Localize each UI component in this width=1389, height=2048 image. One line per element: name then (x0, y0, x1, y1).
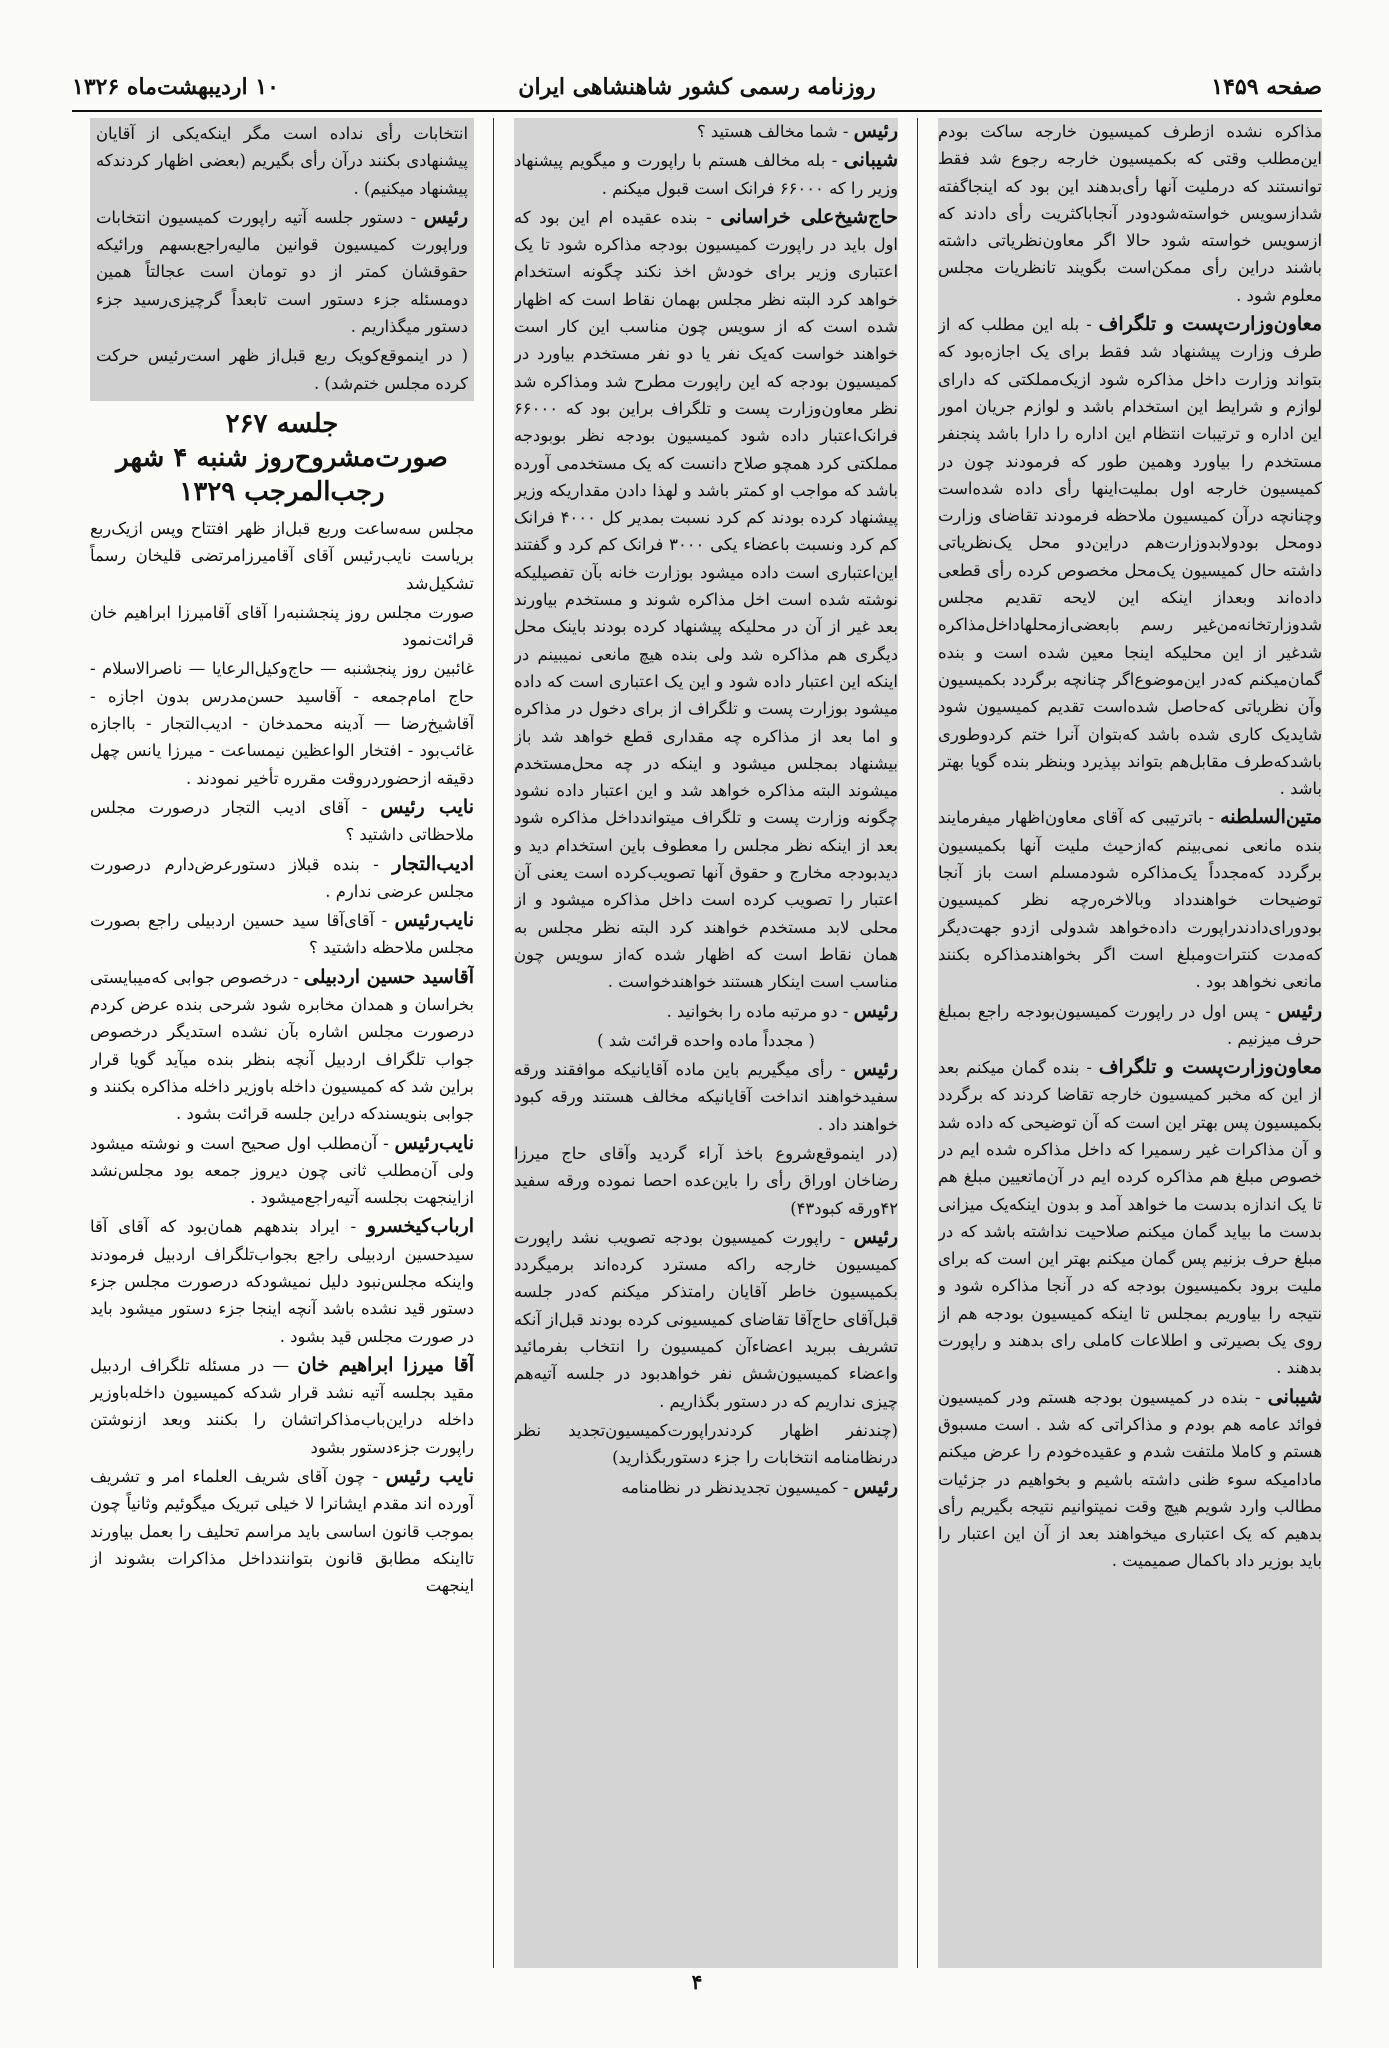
note: ( در اینموقع‌کویک ربع قبل‌از ظهر است‌رئیس حرکت کرده مجلس ختم‌شد) . (96, 346, 468, 393)
paragraph: مجلس سه‌ساعت وربع قبل‌از ظهر افتتاح وپس ازیک‌ربع بریاست نایب‌رئیس آقای آقامیرزامرتضی قلیخان رسماً تشکیل‌شد (90, 518, 474, 593)
speech (514, 998, 898, 1025)
speech-text: - پس اول در راپورت کمیسیون‌بودجه راجع بمبلغ حرف میزنیم . (938, 1001, 1322, 1048)
speech (938, 804, 1322, 995)
speech-text: - بله این مطلب که از طرف وزارت پیشنهاد شد فقط برای یک اجازه‌بود که بتواند وزارت داخل مذاکره شود ازیک‌مملکتی که دارای لوازم و شرایط این استخدام باشد و لوازم جریان امور این اداره و ترتیبات انتظام این اداره را دارا باشد پنجنفر مستخدم را بیاورد وهمین طور که فرمودند چون در کمیسیون خارجه اول بملیت‌اینها رأی داده شده‌است وچنانچه درآن کمیسیون ملاحظه فرمودند تقاضای وزارت دومحل بودولابدوزارت‌هم دراین‌دو محل یک‌نظریاتی داشته حال کمیسیون یک‌محل مخصوص کرده رأی قطعی داده‌اند وبعداز اینکه این لایحه تقدیم مجلس شدوزارتخانه‌من‌غیر رسم بابعضی‌ازمحلهاداخل‌مذاکره شدغیر از این محلیکه اینجا معین شده است و بنده گمان‌میکنم که‌در این‌موضوع‌اگر چنانچه برگردد بکمیسیون وآن نظریاتی که‌حاصل شده‌است تقدیم کمیسیون شود شایدیک کاری شده باشد که‌بتوان آنرا ختم کردوطوری باشدکه‌طرف مقابل‌هم بتواند بپذیرد وبنظر بنده گویا بهتر باشد . (938, 315, 1322, 799)
speaker-name: نایب‌رئیس (394, 909, 474, 932)
speech (90, 851, 474, 906)
shaded-section (90, 118, 474, 401)
speech (938, 1054, 1322, 1382)
speech (514, 1474, 898, 1501)
speech-text: - آقای ادیب التجار درصورت مجلس ملاحظاتی داشتید ؟ (90, 797, 474, 845)
speech-text: - دستور جلسه آتیه راپورت کمیسیون انتخابات وراپورت کمیسیون قوانین مالیه‌راجع‌بسهم ورائیکه حقوقشان کمتر از دو تومان است عجالتاً همین دومسئله جزء دستور است تابعداً گرچیزی‌رسید جزء دستور میگذاریم . (96, 207, 468, 337)
header-date: ۱۰ اردیبهشت‌ماه ۱۳۲۶ (72, 74, 279, 100)
speaker-name: شیبانی (1267, 1385, 1322, 1408)
speaker-name: متین‌السلطنه (1220, 806, 1322, 829)
speaker-name: رئیس (853, 1475, 898, 1498)
column-divider (493, 118, 494, 1968)
speech-text: - بله مخالف هستم با راپورت و میگویم پیشنهاد وزیر را که ۶۶۰۰۰ فرانک است قبول میکنم . (514, 151, 898, 198)
speech (90, 1130, 474, 1212)
speaker-name: رئیس (853, 1225, 898, 1248)
speech (514, 147, 898, 202)
session-subtitle: صورت‌مشروح‌روز شنبه ۴ شهر (116, 442, 448, 473)
speaker-name: نایب رئیس (385, 1465, 474, 1488)
speech-text: - آقای‌آقا سید حسین اردبیلی راجع بصورت مجلس ملاحظه داشتید ؟ (90, 911, 474, 958)
paragraph: غائبین روز پنجشنبه — حاج‌وکیل‌الرعایا — ناصرالاسلام - حاج امام‌جمعه - آقاسید حسن‌مدرس بدون اجازه - آقاشیخ‌رضا — آدینه محمدخان - ادیب‌التجار - بااجازه غائب‌بود - افتخار الواعظین نیمساعت - میرزا یانس چهل دقیقه ازحضوردروقت مقرره تأخیر نمودند . (90, 659, 474, 788)
note: ( مجدداً ماده واحده قرائت شد ) (597, 1030, 815, 1050)
header-rule (72, 110, 1322, 112)
note: (در اینموقع‌شروع باخذ آراء گردید وآقای حاج میرزا رضاخان اوراق رأی را باین‌عده احصا نموده ورقه سفید ۴۲ورقه کبود۴۳) (514, 1143, 898, 1218)
speech-text: — در مسئله تلگراف اردبیل مقید بجلسه آتیه نشد قرار شدکه کمیسیون داخله‌باوزیر داخله دراین‌باب‌مذاکراتشان را بکنند وبعد ازنوشتن راپورت جزءدستور بشود (90, 1355, 474, 1457)
speech-text: - رأی میگیریم باین ماده آقایانیکه موافقند ورقه سفیدخواهند انداخت آقایانیکه مخالف هستند ورقه کبود خواهند داد . (514, 1060, 898, 1134)
speaker-name: حاج‌شیخ‌علی خراسانی (720, 205, 898, 228)
column-right (938, 118, 1322, 1968)
speech-text: - باترتیبی که آقای معاون‌اظهار میفرمایند بنده مانعی نمی‌بینم که‌ازحیث ملیت آنها بکمیسیون برگردد که‌مجدداً یک‌مذاکره شودمسلم است باز آنجا توضیحات خواهندداد وبالاخره‌رچه نظر کمیسیون بودورای‌دادند‌راپورت داده‌خواهد شدولی ازدو جهت‌دیگر که‌مدت کنترات‌ومبلغ است اگر بخواهندمذاکره بکنند مانعی نخواهد بود . (938, 808, 1322, 992)
speech (90, 1213, 474, 1349)
speaker-name: معاون‌وزارت‌پست و تلگراف (1098, 313, 1322, 336)
speech-text: - آن‌مطلب اول صحیح است و نوشته میشود ولی آن‌مطلب ثانی چون دیروز جمعه بود مجلس‌نشد ازاینجهت بجلسه آتیه‌راجع‌میشود . (90, 1133, 474, 1208)
speech (90, 794, 474, 849)
speech (938, 998, 1322, 1053)
speaker-name: ادیب‌التجار (392, 852, 474, 875)
speech-text: - بنده قبلاز دستورعرض‌دارم درصورت مجلس عرضی ندارم . (90, 854, 474, 901)
note: (چندنفر اظهار کردندراپورت‌کمیسیون‌تجدید نظر درنظامنامه انتخابات را جزء دستوربگذارید) (514, 1420, 898, 1468)
newspaper-page (72, 70, 1322, 1994)
paragraph: انتخابات رأی نداده است مگر اینکه‌یکی از آقایان پیشنهادی بکنند درآن رأی بگیریم (بعضی اظهار کردندکه پیشنهاد میکنیم) . (96, 124, 468, 198)
speech-text: - کمیسیون تجدیدنظر در نظامنامه (621, 1477, 849, 1497)
speaker-name: رئیس (423, 205, 468, 228)
footer-page-number: ۴ (691, 1970, 703, 1994)
speech-text: - بنده گمان میکنم بعد از این که مخبر کمیسیون خارجه تقاضا کردند که برگردد بکمیسیون پس بهتر این است که آن توضیحی که داده شد و آن مذاکرات غیر رسمیرا که داخل مذاکره شده ایم در خصوص مبلغ هم مذاکره کرده ایم در آن‌ماتعیین مبلغ هم تا یک اندازه بدست ما خواهد آمد و بدون اینکه‌یک میزانی بدست ما بیاید گمان میکنم صلاحیت نداشته باشد که در مبلغ حرف بزنیم پس گمان میکنم بهتر این است که برای ملیت برود بکمیسیون بودجه که در آنجا مذاکره شود و نتیجه را بیاوریم بمجلس تا اینکه کمیسیون بودجه هم از روی یک بصیرتی و اطلاعات کاملی رای بدهند و راپورت بدهند . (938, 1058, 1322, 1378)
speaker-name: آقاسید حسین اردبیلی (303, 965, 474, 988)
speech (90, 907, 474, 962)
speech (938, 1384, 1322, 1575)
session-heading (90, 407, 474, 509)
header-title: روزنامه رسمی کشور شاهنشاهی ایران (518, 74, 876, 100)
speaker-name: رئیس (853, 120, 898, 142)
speech-text: - چون آقای شریف العلماء امر و تشریف آورده اند مقدم ایشانرا لا خیلی تبریک میگوئیم وثانیاً چون بموجب قانون اساسی باید مراسم تحلیف را بعمل بیاورند تااینکه مطابق قانون بتوانندداخل مذاکرات بشوند از اینجهت (90, 1467, 474, 1596)
speech-text: - درخصوص جوابی که‌میبایستی بخراسان و همدان مخابره شود شرحی بنده عرض کردم درصورت مجلس اشاره بآن نشده استدیگر درخصوص جواب تلگراف اردبیل آنچه بنظر بنده میآید گویا قرار براین شد که کمیسیون داخله باوزیر داخله مذاکره بکنند و جوابی بنویسندکه دراین جلسه قرائت بشود . (90, 967, 474, 1124)
speaker-name: شیبانی (843, 149, 898, 172)
speech (90, 1352, 474, 1461)
speech (514, 118, 898, 145)
speech-text: - راپورت کمیسیون بودجه تصویب نشد راپورت کمیسیون خارجه راکه مسترد کرده‌اند برمیگردد بکمیسیون خاطر آقایان رامتذکر میکنم که‌در جلسه قبل‌آقای حاج‌آقا تقاضای کمیسیونی کرده بودند قبل‌از آنکه تشریف ببرید اعضاءآن کمیسیون را انتخاب بفرمائید واعضاء کمیسیون‌شش نفر خواهدبود در جلسه آتیه‌هم چیزی نداریم که در دستور بگذاریم . (514, 1227, 898, 1411)
speech (96, 204, 468, 340)
header-page-number: صفحه ۱۴۵۹ (1211, 74, 1322, 100)
speaker-name: رئیس (853, 999, 898, 1022)
speech (514, 1224, 898, 1415)
column-divider (917, 118, 918, 1968)
speech (90, 964, 474, 1128)
speaker-name: نایب‌رئیس (394, 1131, 474, 1154)
speaker-name: معاون‌وزارت‌پست و تلگراف (1098, 1056, 1322, 1079)
session-date: رجب‌المرجب ۱۳۲۹ (179, 476, 385, 507)
speech (514, 1056, 898, 1138)
column-middle (514, 118, 898, 1968)
speech-text: - دو مرتبه ماده را بخوانید . (666, 1001, 849, 1021)
column-left (90, 118, 474, 1968)
speaker-name: ارباب‌کیخسرو (366, 1215, 474, 1238)
speech (90, 1463, 474, 1599)
speech-text: - شما مخالف هستید ؟ (697, 122, 849, 141)
speaker-name: نایب رئیس (380, 795, 474, 818)
session-number: جلسه ۲۶۷ (225, 408, 339, 439)
speech (938, 311, 1322, 802)
paragraph: صورت مجلس روز پنجشنبه‌را آقای آقامیرزا ابراهیم خان قرائت‌نمود (90, 602, 474, 650)
speech-text: - بنده عقیده ام این بود که اول باید در راپورت کمیسیون بودجه مذاکره شود تا یک اعتباری وزیر برای خودش اخذ نکند چگونه استخدام خواهد کرد البته نظر مجلس بهمان نقاط است که اظهار شده است که از سویس چون مناسب این کار است خواهند خواست که‌یک نفر یا دو نفر مستخدم بیاورد در کمیسیون بودجه که این راپورت مطرح شد ومذاکره شد نظر معاون‌وزارت پست و تلگراف براین بود که ۶۶۰۰۰ فرانک‌اعتبار داده شود کمیسیون بودجه نظر بوبودجه مملکتی کرد همچو صلاح دانست که یک مستخدمی آورده باشد که مواجب او کمتر باشد و لهذا دادن مقداریکه وزیر پیشنهاد کرده بودند کم کرد نسبت بمدیر کل ۴۰۰۰ فرانک کم کرد ونسبت باعضاء یکی ۳۰۰۰ فرانک کم کرد و گفتند این‌اعتباری است داده میشود بوزارت خانه بآن تفصیلیکه نوشته شده است اخل مذاکره شوند و مستخدم بیاورند بعد غیر از آن در محلیکه پیشنهاد کرده بودند باینک محل دیگری هم مذاکره شد ولی بنده هیچ مانعی نمیبینم در اینکه این اعتبار داده شود و این یک اعتباری است که داده میشود بوزارت پست و تلگراف از برای دخول در مذاکره و اما بعد از مذاکره چه مقداری قطع خواهد شد باز بیشنهاد بمجلس میشود و اینکه در چه محل‌مستخدم میشوند البته مذاکره خواهد شد و این اعتبار داده نشود چگونه وزارت پست و تلگراف میتواندداخل مذاکره شود بعد از اینکه نظر مجلس را معطوف باین استخدام دید و دیدبودجه مخارج و حقوق آنها تصویب‌کرده است یعنی آن اعتبار را تصویب کرده است داخل مذاکره میشود و از محلی لابد مستخدم خواهند کرد البته نظر مجلس به همان نقاط است که اظهار شده که‌از سویس چون مناسب است اینکار هستند خواهندخواست . (514, 207, 898, 992)
speech (514, 204, 898, 996)
speech-text: - ایراد بندههم همان‌بود که آقای آقا سیدحسین اردبیلی راجع بجواب‌تلگراف اردبیل فرمودند واینکه مجلس‌نبود دلیل نمیشودکه درصورت مجلس جزء دستور قید نشده باشد آنچه اینجا جزء دستور میشود باید در صورت مجلس قید بشود . (90, 1217, 474, 1346)
page-header (72, 70, 1322, 110)
speech-text: - بنده در کمیسیون بودجه هستم ودر کمیسیون فوائد عامه هم بودم و مذاکراتی که شد . است مسبوق هستم و کاملا ملتفت شدم و عقیده‌خودم را عرض میکنم مادامیکه سوء ظنی داشته باشیم و بخواهیم در جزئیات مطالب وارد شویم هیچ وقت نمیتوانیم نتیجه بگیریم رأی بدهیم که یک اعتباری میخواهند بعد از آن این اعتبار را باید بوزیر داد باکمال صمیمیت . (938, 1387, 1322, 1571)
speaker-name: آقا میرزا ابراهیم خان (297, 1353, 474, 1376)
speaker-name: رئیس (853, 1058, 898, 1081)
speaker-name: رئیس (1277, 999, 1322, 1022)
paragraph: مذاکره نشده ازطرف کمیسیون خارجه ساکت بودم این‌مطلب وقتی که بکمیسیون خارجه رجوع شد فقط توانستند که درملیت آنها رأی‌بدهند این بود که اینجاگفته شدازسویس خواسته‌شودودر آنجاباکثریت رأی دادند که ازسویس خواسته شود حالا اگر معاون‌نظریاتی داشته باشند دراین رأی ممکن‌است بگویند تانظریات مجلس معلوم شود . (938, 122, 1322, 305)
